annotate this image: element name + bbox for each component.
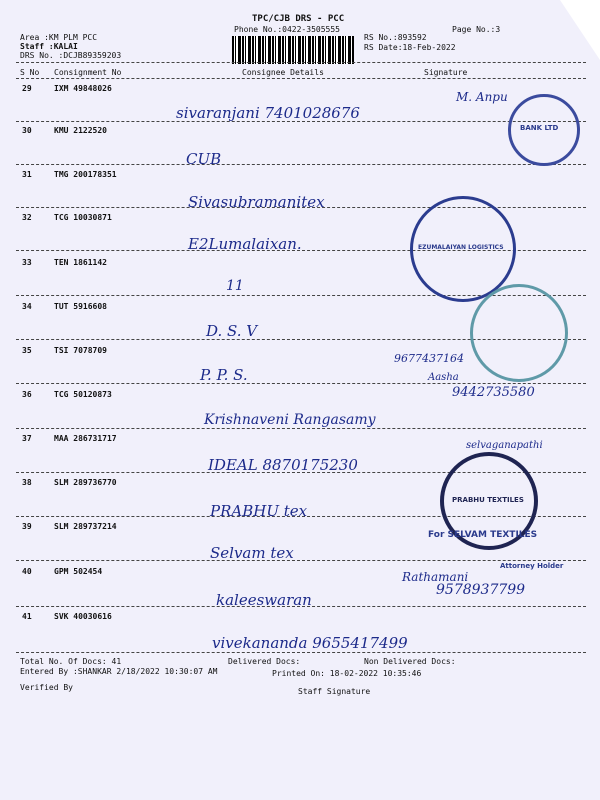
page-number: Page No.:3: [452, 25, 501, 34]
row-handwriting: Krishnaveni Rangasamy: [204, 412, 376, 428]
phone-note: 9677437164: [394, 352, 464, 365]
round-seal: [470, 284, 568, 382]
for-stamp-text: For SELVAM TEXTILES: [428, 530, 538, 540]
divider: [16, 560, 586, 561]
row-sno: 33: [22, 258, 32, 267]
row-handwriting: P. P. S.: [200, 366, 248, 384]
row-consignment: SLM 289737214: [54, 522, 117, 531]
row-consignment: TUT 5916608: [54, 302, 107, 311]
row-consignment: TCG 50120873: [54, 390, 112, 399]
divider: [16, 652, 586, 653]
row-handwriting: IDEAL 8870175230: [208, 456, 358, 474]
drs-number: DRS No. :DCJB89359203: [20, 51, 122, 60]
total-docs: Total No. Of Docs: 41: [20, 657, 122, 666]
verified-by: Verified By: [20, 683, 73, 692]
row-sno: 41: [22, 612, 32, 621]
divider: [16, 121, 586, 122]
sheet-title: TPC/CJB DRS - PCC: [252, 14, 345, 24]
row-handwriting: D. S. V: [206, 322, 258, 340]
holder-stamp-text: Attorney Holder: [500, 562, 564, 570]
row-consignment: TMG 200178351: [54, 170, 117, 179]
row-handwriting: Selvam tex: [210, 544, 294, 562]
row-handwriting: sivaranjani 7401028676: [176, 104, 360, 122]
logistics-stamp-text: EZUMALAIYAN LOGISTICS: [418, 244, 504, 251]
row-sno: 37: [22, 434, 32, 443]
phone-number: Phone No.:0422-3505555: [234, 25, 340, 34]
row-sno: 39: [22, 522, 32, 531]
row-handwriting: CUB: [186, 150, 222, 168]
divider: [16, 164, 586, 165]
divider: [16, 606, 586, 607]
printed-on: Printed On: 18-02-2022 10:35:46: [272, 669, 422, 678]
divider: [16, 428, 586, 429]
divider: [16, 383, 586, 384]
row-consignment: KMU 2122520: [54, 126, 107, 135]
row-handwriting: vivekananda 9655417499: [212, 634, 408, 652]
bank-stamp-text: BANK LTD: [520, 124, 559, 132]
divider: [16, 207, 586, 208]
prabhu-stamp-text: PRABHU TEXTILES: [452, 496, 524, 504]
row-sno: 35: [22, 346, 32, 355]
staff-label: Staff :KALAI: [20, 42, 78, 51]
col-consignment: Consignment No: [54, 68, 122, 77]
row-consignment: TCG 10030871: [54, 213, 112, 222]
row-sno: 31: [22, 170, 32, 179]
phone-note: 9442735580: [452, 385, 535, 400]
col-signature: Signature: [424, 68, 468, 77]
row-sno: 34: [22, 302, 32, 311]
staff-signature: Staff Signature: [298, 687, 371, 696]
signature-note: M. Anpu: [456, 90, 508, 104]
col-sno: S No: [20, 68, 40, 77]
row-consignment: IXM 49848026: [54, 84, 112, 93]
phone-note: 9578937799: [436, 582, 526, 598]
row-handwriting: PRABHU tex: [210, 502, 308, 520]
row-handwriting: 11: [226, 278, 244, 294]
row-consignment: SLM 289736770: [54, 478, 117, 487]
row-sno: 40: [22, 567, 32, 576]
divider: [16, 62, 586, 63]
col-consignee: Consignee Details: [242, 68, 324, 77]
row-handwriting: E2Lumalaixan.: [188, 235, 302, 253]
rs-number: RS No.:893592: [364, 33, 427, 42]
rs-date: RS Date:18-Feb-2022: [364, 43, 456, 52]
row-handwriting: Sivasubramanitex: [188, 193, 325, 211]
folded-corner: [560, 0, 600, 60]
row-consignment: SVK 40030616: [54, 612, 112, 621]
signature-note: Rathamani: [402, 570, 469, 584]
row-sno: 32: [22, 213, 32, 222]
row-sno: 30: [22, 126, 32, 135]
row-consignment: TSI 7078709: [54, 346, 107, 355]
barcode: [232, 36, 354, 64]
row-sno: 29: [22, 84, 32, 93]
row-consignment: TEN 1861142: [54, 258, 107, 267]
entered-by: Entered By :SHANKAR 2/18/2022 10:30:07 AM: [20, 667, 218, 676]
row-consignment: MAA 286731717: [54, 434, 117, 443]
non-delivered-docs: Non Delivered Docs:: [364, 657, 456, 666]
row-sno: 38: [22, 478, 32, 487]
signature-note: Aasha: [428, 372, 459, 383]
row-sno: 36: [22, 390, 32, 399]
row-consignment: GPM 502454: [54, 567, 103, 576]
divider: [16, 78, 586, 79]
delivered-docs: Delivered Docs:: [228, 657, 301, 666]
area-label: Area :KM PLM PCC: [20, 33, 98, 42]
row-handwriting: kaleeswaran: [216, 591, 312, 609]
signature-note: selvaganapathi: [466, 440, 543, 451]
